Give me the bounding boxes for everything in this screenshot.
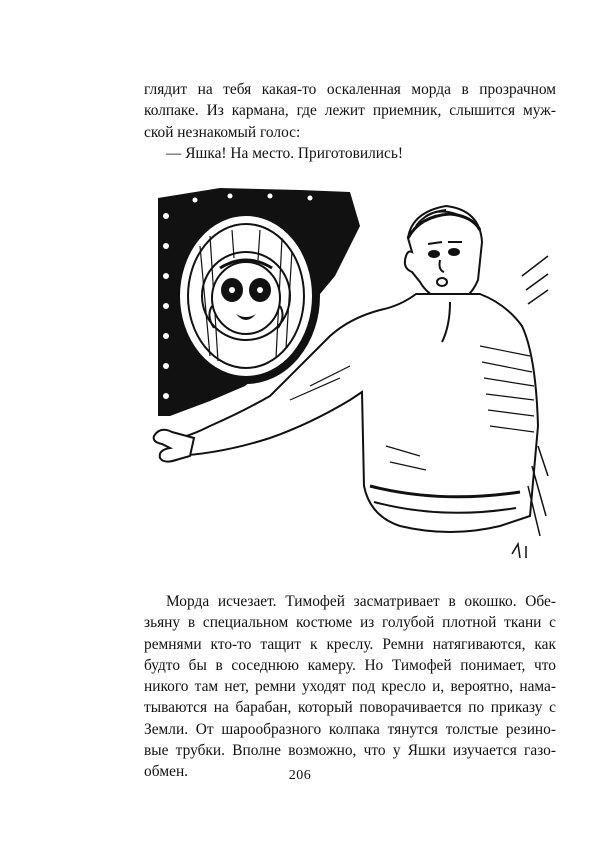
text-line: вые трубки. Вполне возможно, что у Яшки изучается газо-: [144, 742, 556, 760]
text-line: ской незнакомый голос:: [144, 123, 301, 141]
text-line: глядит на тебя какая-то оскаленная морда в прозрачном: [144, 81, 556, 98]
text-line: ремнями кто-то тащит к креслу. Ремни натягиваются, как: [144, 635, 556, 653]
boy-head: [405, 206, 482, 302]
text-line: зьяну в специальном костюме из голубой плотной ткани с: [144, 614, 556, 632]
page-number: 206: [288, 768, 312, 783]
artist-signature: [512, 544, 526, 558]
text-line: Земли. От шарообразного колпака тянутся толстые резино-: [144, 720, 556, 738]
text-line: тываются на барабан, который поворачивается по приказу с: [144, 699, 556, 717]
paragraph-bottom: [144, 591, 556, 783]
text-line: Морда исчезает. Тимофей засматривает в окошко. Обе-: [166, 593, 556, 610]
text-line: никого там нет, ремни уходят под кресло и, вероятно, нама-: [144, 678, 556, 696]
text-line: будто бы в соседнюю камеру. Но Тимофей понимает, что: [144, 656, 556, 674]
text-line: колпаке. Из кармана, где лежит приемник, слышится муж-: [144, 102, 556, 120]
paragraph-top: [144, 79, 556, 143]
illustration: [150, 186, 550, 580]
dialogue-line: — Яшка! На место. Приготовились!: [166, 145, 403, 162]
text-line: обмен.: [144, 763, 189, 781]
